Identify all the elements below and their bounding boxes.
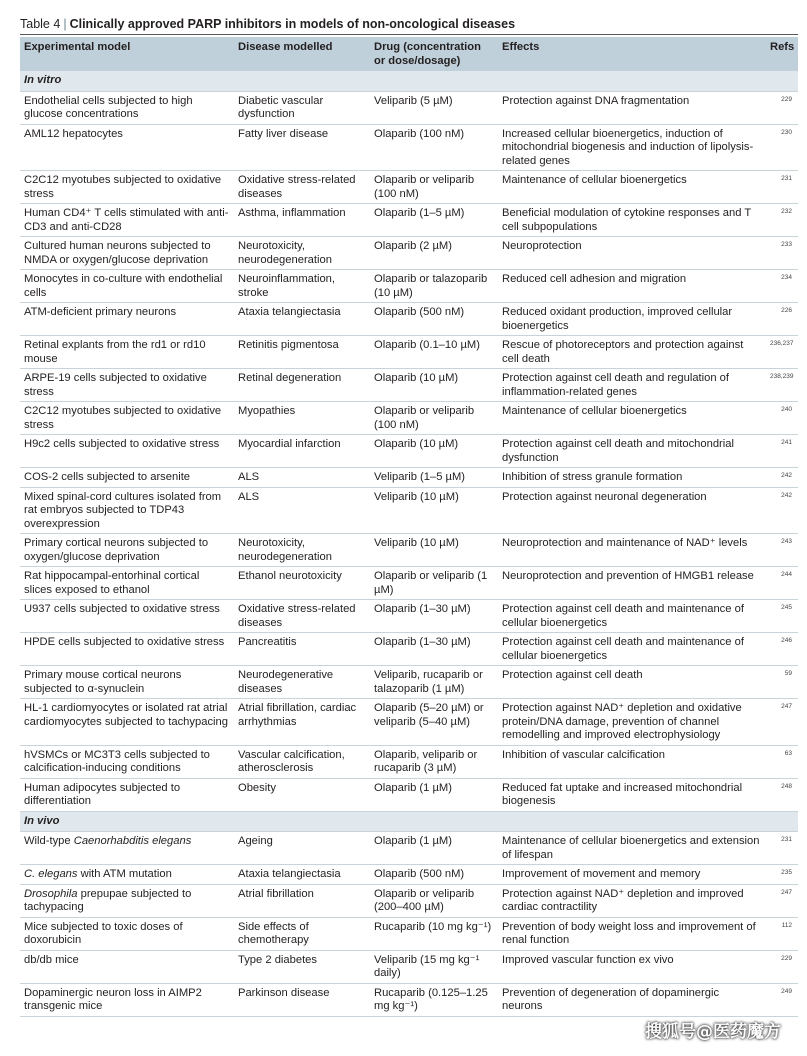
cell-disease: Ethanol neurotoxicity: [234, 567, 370, 600]
cell-drug: Olaparib or veliparib (200–400 µM): [370, 884, 498, 917]
cell-disease: Asthma, inflammation: [234, 204, 370, 237]
cell-disease: Retinitis pigmentosa: [234, 336, 370, 369]
cell-refs: 244: [766, 567, 798, 600]
cell-refs: 243: [766, 534, 798, 567]
cell-disease: Ataxia telangiectasia: [234, 865, 370, 885]
parp-table: [20, 37, 798, 1017]
cell-drug: Olaparib (500 nM): [370, 303, 498, 336]
cell-drug: Veliparib (10 µM): [370, 534, 498, 567]
cell-effects: Rescue of photoreceptors and protection against cell death: [498, 336, 766, 369]
cell-effects: Prevention of body weight loss and improvement of renal function: [498, 917, 766, 950]
section-title: In vitro: [20, 71, 798, 91]
table-row: [20, 745, 798, 778]
cell-drug: Olaparib (2 µM): [370, 237, 498, 270]
table-row: [20, 468, 798, 488]
cell-refs: 242: [766, 487, 798, 534]
cell-model: HL-1 cardiomyocytes or isolated rat atrial cardiomyocytes subjected to tachypacing: [20, 699, 234, 746]
cell-model: Rat hippocampal-entorhinal cortical slices exposed to ethanol: [20, 567, 234, 600]
cell-refs: 247: [766, 884, 798, 917]
top-rule: [20, 34, 798, 35]
cell-model: Human CD4⁺ T cells stimulated with anti-CD3 and anti-CD28: [20, 204, 234, 237]
cell-effects: Inhibition of vascular calcification: [498, 745, 766, 778]
cell-drug: Olaparib (1–5 µM): [370, 204, 498, 237]
cell-drug: Olaparib (1–30 µM): [370, 633, 498, 666]
cell-drug: Olaparib, veliparib or rucaparib (3 µM): [370, 745, 498, 778]
cell-disease: Myocardial infarction: [234, 435, 370, 468]
table-row: [20, 402, 798, 435]
watermark: 搜狐号@医药魔方: [645, 1022, 781, 1042]
cell-disease: Neurotoxicity, neurodegeneration: [234, 534, 370, 567]
cell-drug: Olaparib (5–20 µM) or veliparib (5–40 µM): [370, 699, 498, 746]
cell-refs: 238,239: [766, 369, 798, 402]
cell-disease: Ageing: [234, 832, 370, 865]
table-row: [20, 778, 798, 811]
cell-model: COS-2 cells subjected to arsenite: [20, 468, 234, 488]
table-row: [20, 237, 798, 270]
cell-disease: Diabetic vascular dysfunction: [234, 91, 370, 124]
cell-effects: Maintenance of cellular bioenergetics: [498, 171, 766, 204]
table-row: [20, 633, 798, 666]
cell-model: C2C12 myotubes subjected to oxidative stress: [20, 402, 234, 435]
cell-disease: Obesity: [234, 778, 370, 811]
cell-effects: Increased cellular bioenergetics, induction of mitochondrial biogenesis and induction of lipolysis-related genes: [498, 124, 766, 171]
cell-refs: 249: [766, 983, 798, 1016]
cell-disease: Neurotoxicity, neurodegeneration: [234, 237, 370, 270]
cell-effects: Inhibition of stress granule formation: [498, 468, 766, 488]
table-row: [20, 983, 798, 1016]
cell-drug: Olaparib (1–30 µM): [370, 600, 498, 633]
cell-refs: 248: [766, 778, 798, 811]
cell-refs: 63: [766, 745, 798, 778]
table-row: [20, 699, 798, 746]
cell-refs: 246: [766, 633, 798, 666]
cell-effects: Protection against neuronal degeneration: [498, 487, 766, 534]
cell-drug: Veliparib, rucaparib or talazoparib (1 µM): [370, 666, 498, 699]
cell-drug: Olaparib (500 nM): [370, 865, 498, 885]
cell-model: Primary cortical neurons subjected to oxygen/glucose deprivation: [20, 534, 234, 567]
table-row: [20, 435, 798, 468]
cell-disease: Neuroinflammation, stroke: [234, 270, 370, 303]
header-disease: Disease modelled: [234, 37, 370, 71]
table-label: Table 4: [20, 17, 61, 31]
cell-refs: 233: [766, 237, 798, 270]
cell-disease: Parkinson disease: [234, 983, 370, 1016]
header-row: [20, 37, 798, 71]
cell-refs: 59: [766, 666, 798, 699]
cell-refs: 247: [766, 699, 798, 746]
cell-disease: Type 2 diabetes: [234, 950, 370, 983]
cell-model: Human adipocytes subjected to differentiation: [20, 778, 234, 811]
table-body: [20, 71, 798, 1016]
table-row: [20, 884, 798, 917]
section-row: [20, 811, 798, 832]
cell-drug: Veliparib (5 µM): [370, 91, 498, 124]
cell-effects: Protection against cell death and mitochondrial dysfunction: [498, 435, 766, 468]
cell-disease: Pancreatitis: [234, 633, 370, 666]
table-row: [20, 567, 798, 600]
cell-refs: 245: [766, 600, 798, 633]
cell-disease: Neurodegenerative diseases: [234, 666, 370, 699]
cell-effects: Protection against cell death and maintenance of cellular bioenergetics: [498, 600, 766, 633]
cell-effects: Improved vascular function ex vivo: [498, 950, 766, 983]
cell-disease: Retinal degeneration: [234, 369, 370, 402]
cell-model: Retinal explants from the rd1 or rd10 mouse: [20, 336, 234, 369]
table-row: [20, 270, 798, 303]
cell-refs: 241: [766, 435, 798, 468]
table-row: [20, 171, 798, 204]
cell-drug: Olaparib (10 µM): [370, 435, 498, 468]
table-row: [20, 832, 798, 865]
cell-effects: Improvement of movement and memory: [498, 865, 766, 885]
cell-disease: Myopathies: [234, 402, 370, 435]
cell-model: H9c2 cells subjected to oxidative stress: [20, 435, 234, 468]
cell-disease: Fatty liver disease: [234, 124, 370, 171]
cell-model: ATM-deficient primary neurons: [20, 303, 234, 336]
cell-disease: ALS: [234, 487, 370, 534]
caption-separator: |: [63, 17, 67, 31]
cell-model: Wild-type Caenorhabditis elegans: [20, 832, 234, 865]
cell-refs: 242: [766, 468, 798, 488]
table-row: [20, 950, 798, 983]
cell-model: Mixed spinal-cord cultures isolated from rat embryos subjected to TDP43 overexpression: [20, 487, 234, 534]
cell-drug: Olaparib (1 µM): [370, 832, 498, 865]
table-row: [20, 124, 798, 171]
header-drug: Drug (concentration or dose/dosage): [370, 37, 498, 71]
cell-effects: Protection against cell death: [498, 666, 766, 699]
table-row: [20, 336, 798, 369]
cell-model: C. elegans with ATM mutation: [20, 865, 234, 885]
cell-model: Dopaminergic neuron loss in AIMP2 transgenic mice: [20, 983, 234, 1016]
cell-drug: Veliparib (15 mg kg⁻¹ daily): [370, 950, 498, 983]
cell-refs: 112: [766, 917, 798, 950]
cell-disease: Oxidative stress-related diseases: [234, 600, 370, 633]
cell-drug: Olaparib (10 µM): [370, 369, 498, 402]
cell-refs: 226: [766, 303, 798, 336]
cell-model: HPDE cells subjected to oxidative stress: [20, 633, 234, 666]
table-title: Clinically approved PARP inhibitors in models of non-oncological diseases: [69, 17, 516, 31]
cell-drug: Olaparib or veliparib (100 nM): [370, 171, 498, 204]
cell-effects: Maintenance of cellular bioenergetics: [498, 402, 766, 435]
cell-refs: 234: [766, 270, 798, 303]
cell-model: AML12 hepatocytes: [20, 124, 234, 171]
cell-disease: Side effects of chemotherapy: [234, 917, 370, 950]
cell-refs: 231: [766, 832, 798, 865]
table-row: [20, 534, 798, 567]
cell-model: Endothelial cells subjected to high glucose concentrations: [20, 91, 234, 124]
cell-model: Mice subjected to toxic doses of doxorubicin: [20, 917, 234, 950]
cell-disease: ALS: [234, 468, 370, 488]
cell-refs: 232: [766, 204, 798, 237]
cell-refs: 236,237: [766, 336, 798, 369]
cell-model: Primary mouse cortical neurons subjected to α-synuclein: [20, 666, 234, 699]
table-caption: [20, 16, 515, 32]
cell-effects: Neuroprotection and maintenance of NAD⁺ levels: [498, 534, 766, 567]
cell-drug: Rucaparib (0.125–1.25 mg kg⁻¹): [370, 983, 498, 1016]
cell-effects: Reduced oxidant production, improved cellular bioenergetics: [498, 303, 766, 336]
cell-effects: Protection against DNA fragmentation: [498, 91, 766, 124]
cell-disease: Atrial fibrillation, cardiac arrhythmias: [234, 699, 370, 746]
cell-refs: 235: [766, 865, 798, 885]
cell-disease: Ataxia telangiectasia: [234, 303, 370, 336]
cell-drug: Veliparib (10 µM): [370, 487, 498, 534]
cell-refs: 231: [766, 171, 798, 204]
cell-refs: 229: [766, 91, 798, 124]
table-row: [20, 204, 798, 237]
cell-effects: Protection against NAD⁺ depletion and oxidative protein/DNA damage, prevention of channel remodelling and improved electrophysiology: [498, 699, 766, 746]
cell-drug: Olaparib or veliparib (1 µM): [370, 567, 498, 600]
cell-effects: Maintenance of cellular bioenergetics and extension of lifespan: [498, 832, 766, 865]
cell-effects: Reduced cell adhesion and migration: [498, 270, 766, 303]
cell-drug: Veliparib (1–5 µM): [370, 468, 498, 488]
section-title: In vivo: [20, 811, 798, 832]
header-model: Experimental model: [20, 37, 234, 71]
cell-effects: Prevention of degeneration of dopaminergic neurons: [498, 983, 766, 1016]
cell-drug: Olaparib (100 nM): [370, 124, 498, 171]
table-row: [20, 600, 798, 633]
cell-drug: Olaparib (0.1–10 µM): [370, 336, 498, 369]
cell-model: Cultured human neurons subjected to NMDA or oxygen/glucose deprivation: [20, 237, 234, 270]
cell-drug: Olaparib or talazoparib (10 µM): [370, 270, 498, 303]
cell-refs: 240: [766, 402, 798, 435]
cell-disease: Vascular calcification, atherosclerosis: [234, 745, 370, 778]
cell-model: hVSMCs or MC3T3 cells subjected to calcification-inducing conditions: [20, 745, 234, 778]
cell-effects: Protection against NAD⁺ depletion and improved cardiac contractility: [498, 884, 766, 917]
header-effects: Effects: [498, 37, 766, 71]
cell-effects: Beneficial modulation of cytokine responses and T cell subpopulations: [498, 204, 766, 237]
table-row: [20, 369, 798, 402]
cell-disease: Oxidative stress-related diseases: [234, 171, 370, 204]
cell-model: Drosophila prepupae subjected to tachypacing: [20, 884, 234, 917]
cell-drug: Rucaparib (10 mg kg⁻¹): [370, 917, 498, 950]
cell-model: db/db mice: [20, 950, 234, 983]
cell-effects: Reduced fat uptake and increased mitochondrial biogenesis: [498, 778, 766, 811]
cell-effects: Protection against cell death and maintenance of cellular bioenergetics: [498, 633, 766, 666]
cell-effects: Neuroprotection: [498, 237, 766, 270]
cell-drug: Olaparib (1 µM): [370, 778, 498, 811]
cell-model: ARPE-19 cells subjected to oxidative stress: [20, 369, 234, 402]
cell-model: Monocytes in co-culture with endothelial cells: [20, 270, 234, 303]
table-row: [20, 666, 798, 699]
cell-disease: Atrial fibrillation: [234, 884, 370, 917]
cell-effects: Neuroprotection and prevention of HMGB1 release: [498, 567, 766, 600]
section-row: [20, 71, 798, 91]
table-row: [20, 303, 798, 336]
header-refs: Refs: [766, 37, 798, 71]
table-row: [20, 487, 798, 534]
cell-drug: Olaparib or veliparib (100 nM): [370, 402, 498, 435]
cell-refs: 230: [766, 124, 798, 171]
table-row: [20, 865, 798, 885]
table-row: [20, 91, 798, 124]
cell-model: C2C12 myotubes subjected to oxidative stress: [20, 171, 234, 204]
cell-effects: Protection against cell death and regulation of inflammation-related genes: [498, 369, 766, 402]
table-row: [20, 917, 798, 950]
cell-refs: 229: [766, 950, 798, 983]
cell-model: U937 cells subjected to oxidative stress: [20, 600, 234, 633]
